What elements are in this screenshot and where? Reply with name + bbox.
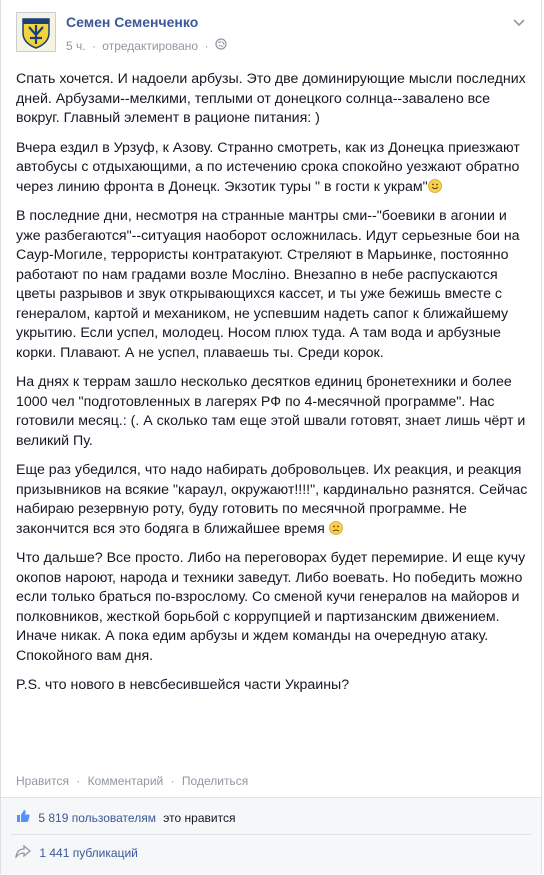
like-button[interactable]: Нравится [16,773,69,788]
paragraph-text: Вчера ездил в Урзуф, к Азову. Странно смотреть, как из Донецка приезжают автобусы с отдыхающими, а по истечению срока спокойно уезжают обратно через линию фронта в Донецк. Экзотик туры " в гости к украм" [16,139,520,195]
comment-button[interactable]: Комментарий [87,773,164,788]
author-name[interactable]: Семен Семенченко [66,14,199,30]
post-meta [66,38,227,53]
likes-count-link[interactable]: 5 819 пользователям [38,810,156,825]
shares-count-link[interactable]: 1 441 публикаций [39,845,138,860]
likes-suffix: это нравится [163,810,236,825]
chevron-down-icon[interactable] [511,14,527,30]
shares-summary [15,844,138,864]
meta-separator: · [204,38,209,53]
footer-divider [11,834,531,835]
frown-emoji-icon [329,521,343,535]
azov-emblem-icon [17,13,55,51]
edited-label[interactable]: отредактировано [102,38,199,53]
action-separator: · [170,773,175,788]
paragraph: Спать хочется. И надоели арбузы. Это две доминирующие мысли последних дней. Арбузами--мелкими, теплыми от донецкого солнца--завалено все вокруг. Главный элемент в рационе питания: ) [16,71,526,126]
paragraph: Что дальше? Все просто. Либо на переговорах будет перемирие. И еще кучу окопов нароют, народа и техники заведут. Либо воевать. Но победить можно если только браться по-взрослому. Со сменой кучи генералов на майоров и полковников, жесткой борьбой с коррупцией и партизанским движением. Иначе никак. А пока едим арбузы и ждем команды на очередную атаку. Спокойного вам дня. [16,550,526,664]
post-body [16,70,531,706]
paragraph [16,139,531,198]
post-time[interactable]: 5 ч. [66,38,86,53]
post-footer [1,797,541,875]
post-actions [16,773,248,788]
paragraph: На днях к террам зашло несколько десятков единиц бронетехники и более 1000 чел "подготовленных в лагерях РФ по 4-месячной программе". Нас готовили месяц.: (. А сколько там еще этой швали готовят, знает лишь чёрт и великий Пу. [16,374,526,449]
paragraph [16,461,531,539]
likes-summary [15,808,235,828]
smile-emoji-icon [428,179,442,193]
action-separator: · [76,773,81,788]
share-button[interactable]: Поделиться [181,773,249,788]
paragraph: В последние дни, несмотря на странные мантры сми--"боевики в агонии и уже разбегаются"--ситуация наоборот осложнилась. Идут серьезные бои на Саур-Могиле, террористы контратакуют. Стреляют в Марьинке, постоянно работают по нам градами возле Мосліно. Внезапно в небе распускаются цветы разрывов и звук открывающихся кассет, и ты уже бежишь вместе с генералом, картой и механиком, не успевшим надеть сапог к ближайшему укрытию. Если успел, молодец. Носом плюх туда. А там вода и арбузные корки. Плавают. А не успел, плаваешь ты. Среди корок. [16,208,520,361]
meta-separator: · [91,38,96,53]
paragraph: P.S. что нового в невсбесившейся части Украины? [16,677,350,693]
share-arrow-icon [15,844,31,861]
paragraph-text: Еще раз убедился, что надо набирать добровольцев. Их реакция, и реакция призывников на всякие "караул, окружают!!!!", кардинально разнятся. Сейчас набираю резервную роту, буду готовить по месячной программе. Не закончится вся это бодяга в ближайшее время [16,462,528,537]
thumbs-up-icon [15,808,31,827]
avatar[interactable] [16,12,56,52]
audience-globe-icon[interactable] [215,38,227,53]
